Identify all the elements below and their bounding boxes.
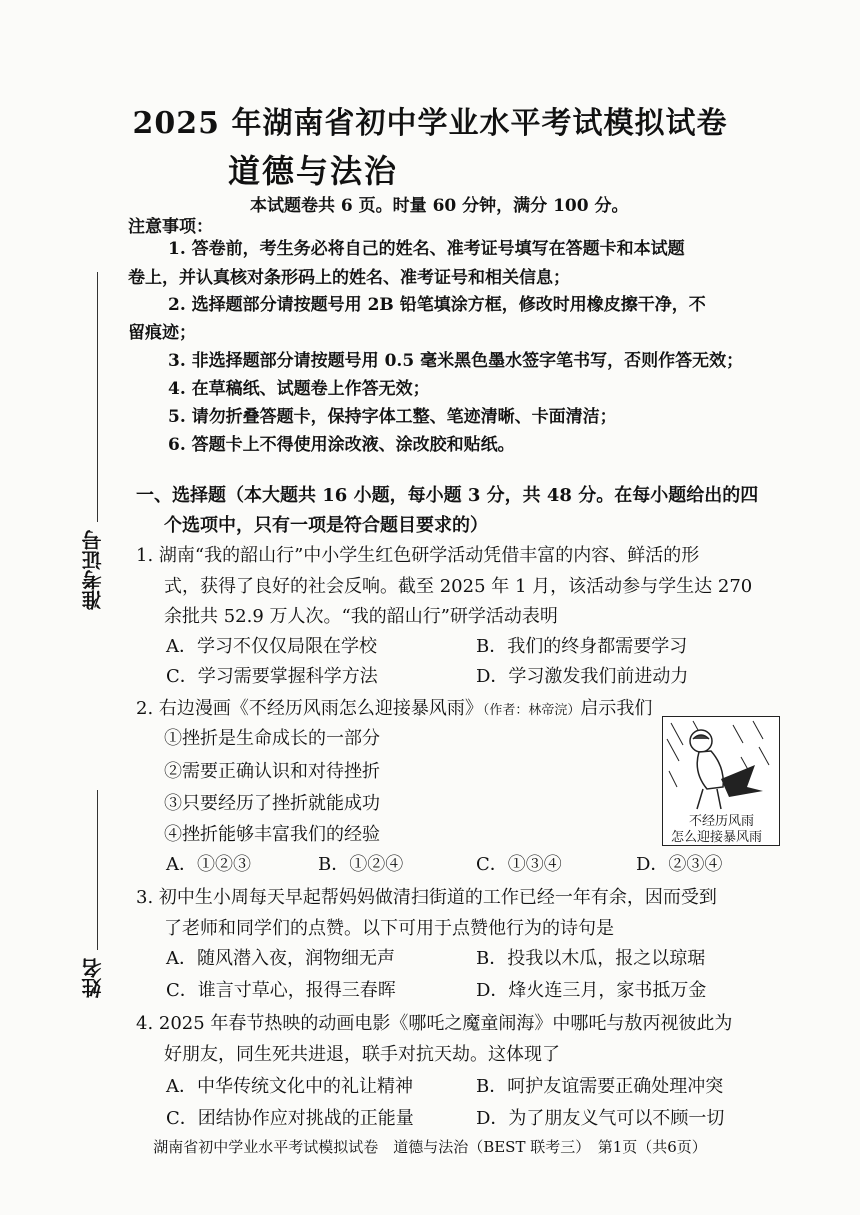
notice-item: 卷上，并认真核对条形码上的姓名、准考证号和相关信息；: [128, 268, 570, 288]
question-1-line: 式，获得了良好的社会反响。截至 2025 年 1 月，该活动参与学生达 270: [164, 576, 753, 597]
question-1-option-d[interactable]: D．学习激发我们前进动力: [476, 666, 689, 687]
notice-item: 3. 非选择题部分请按题号用 0.5 毫米黑色墨水签字笔书写，否则作答无效；: [168, 351, 744, 371]
question-2-option-a[interactable]: A．①②③: [166, 854, 251, 875]
question-2-statement: ③只要经历了挫折就能成功: [164, 793, 380, 814]
question-4-option-c[interactable]: C．团结协作应对挑战的正能量: [166, 1108, 414, 1129]
question-2-tail: 启示我们: [580, 698, 653, 719]
question-2-option-c[interactable]: C．①③④: [476, 854, 562, 875]
question-1-line: 1. 湖南“我的韶山行”中小学生红色研学活动凭借丰富的内容、鲜活的形: [136, 545, 700, 566]
question-4-option-b[interactable]: B．呵护友谊需要正确处理冲突: [476, 1076, 724, 1097]
question-4-line: 4. 2025 年春节热映的动画电影《哪吒之魔童闹海》中哪吒与敖丙视彼此为: [136, 1013, 733, 1034]
question-2-statement: ②需要正确认识和对待挫折: [164, 761, 380, 782]
notice-item: 2. 选择题部分请按题号用 2B 铅笔填涂方框，修改时用橡皮擦干净，不: [168, 295, 706, 315]
notice-item: 1. 答卷前，考生务必将自己的姓名、准考证号填写在答题卡和本试题: [168, 239, 685, 259]
question-2-statement: ④挫折能够丰富我们的经验: [164, 824, 380, 845]
question-1-line: 余批共 52.9 万人次。“我的韶山行”研学活动表明: [164, 606, 558, 627]
question-3-option-d[interactable]: D．烽火连三月，家书抵万金: [476, 980, 707, 1001]
question-1-option-c[interactable]: C．学习需要掌握科学方法: [166, 666, 378, 687]
question-2-stem: [136, 693, 652, 726]
notice-item: 6. 答题卡上不得使用涂改液、涂改胶和贴纸。: [168, 435, 515, 455]
notice-item: 留痕迹；: [128, 323, 196, 343]
notice-item: 5. 请勿折叠答题卡，保持字体工整、笔迹清晰、卡面清洁；: [168, 407, 617, 427]
notice-item: 4. 在草稿纸、试题卷上作答无效；: [168, 379, 430, 399]
question-3-line: 了老师和同学们的点赞。以下可用于点赞他行为的诗句是: [164, 918, 614, 939]
name-label: 姓名: [81, 958, 105, 998]
question-2-option-d[interactable]: D．②③④: [636, 854, 723, 875]
section-heading-cont: 个选项中，只有一项是符合题目要求的）: [164, 515, 488, 536]
question-3-option-a[interactable]: A．随风潜入夜，润物细无声: [166, 948, 395, 969]
cartoon-image: [662, 716, 780, 846]
question-2-statement: ①挫折是生命成长的一部分: [164, 728, 380, 749]
cartoon-caption-line-2: 怎么迎接暴风雨: [671, 830, 763, 845]
question-1-option-a[interactable]: A．学习不仅仅局限在学校: [166, 636, 377, 657]
cartoon-caption-line-1: 不经历风雨: [689, 814, 755, 829]
question-3-option-b[interactable]: B．投我以木瓜，报之以琼琚: [476, 948, 706, 969]
question-4-option-d[interactable]: D．为了朋友义气可以不顾一切: [476, 1108, 725, 1129]
question-4-line: 好朋友，同生死共进退，联手对抗天劫。这体现了: [164, 1044, 560, 1065]
question-3-line: 3. 初中生小周每天早起帮妈妈做清扫街道的工作已经一年有余，因而受到: [136, 887, 717, 908]
question-4-option-a[interactable]: A．中华传统文化中的礼让精神: [166, 1076, 413, 1097]
exam-number-line: [97, 272, 98, 522]
subject-title: 道德与法治: [228, 152, 399, 190]
exam-title: 2025 年湖南省初中学业水平考试模拟试卷: [132, 106, 728, 141]
section-heading: 一、选择题（本大题共 16 小题，每小题 3 分，共 48 分。在每小题给出的四: [136, 485, 759, 506]
question-1-option-b[interactable]: B．我们的终身都需要学习: [476, 636, 688, 657]
exam-meta: 本试题卷共 6 页。时量 60 分钟，满分 100 分。: [250, 196, 629, 216]
question-2-text: 2. 右边漫画《不经历风雨怎么迎接暴风雨》: [136, 698, 483, 719]
question-2-option-b[interactable]: B．①②④: [318, 854, 404, 875]
cartoon-drawing: [663, 717, 779, 845]
name-line: [97, 790, 98, 950]
notice-heading: 注意事项：: [128, 217, 213, 237]
exam-number-label: 准考证号: [81, 530, 105, 610]
question-2-author: （作者：林帝浣）: [482, 703, 581, 718]
page-footer: 湖南省初中学业水平考试模拟试卷 道德与法治（BEST 联考三） 第1页（共6页）: [153, 1138, 707, 1156]
question-3-option-c[interactable]: C．谁言寸草心，报得三春晖: [166, 980, 396, 1001]
